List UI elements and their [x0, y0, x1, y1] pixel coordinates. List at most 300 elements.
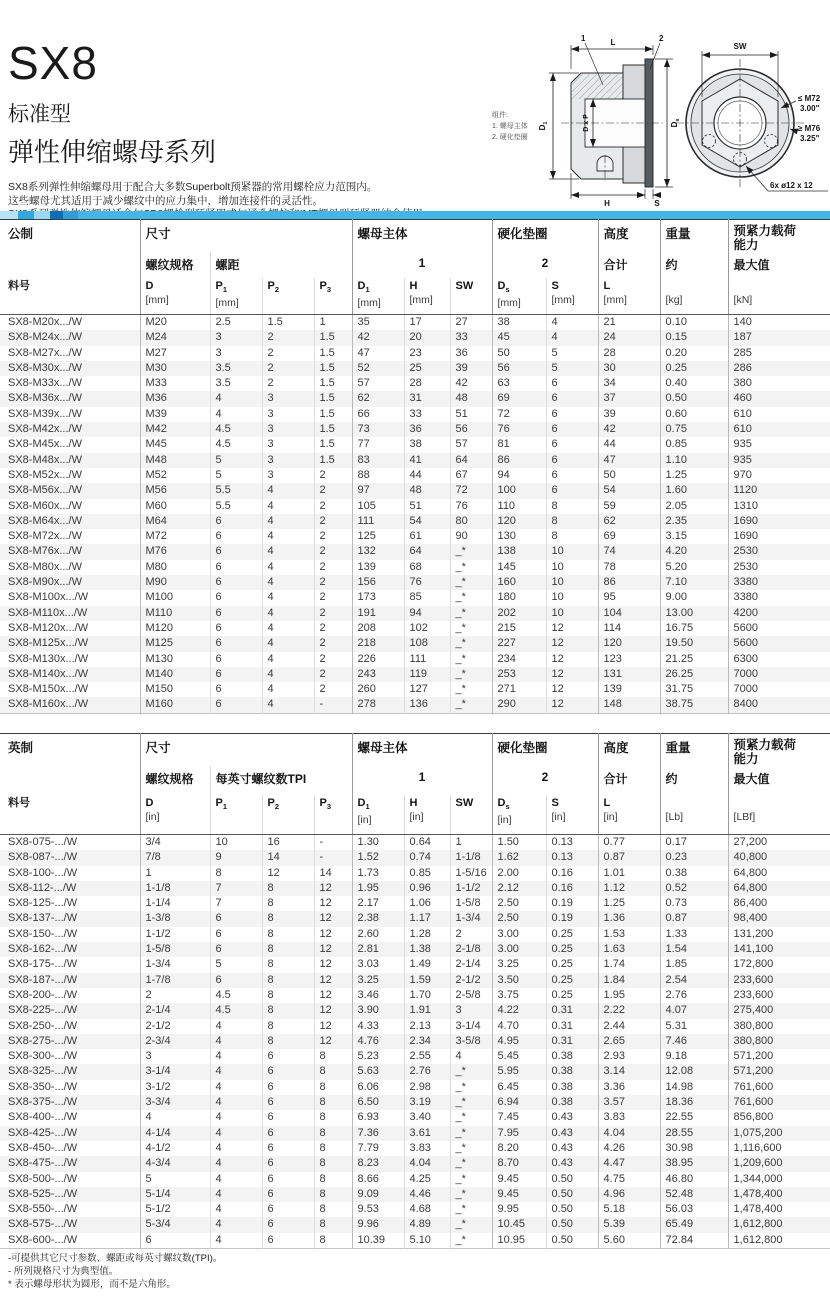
- value-cell: 9.09: [352, 1187, 404, 1202]
- value-cell: 278: [352, 697, 404, 713]
- value-cell: 28: [598, 346, 660, 361]
- value-cell: 57: [450, 437, 492, 452]
- value-cell: 5-1/4: [140, 1187, 210, 1202]
- value-cell: 2: [314, 621, 352, 636]
- part-number-cell: SX8-M56x.../W: [8, 484, 82, 497]
- value-cell: 2-5/8: [450, 988, 492, 1003]
- value-cell: 6: [262, 1080, 314, 1095]
- part-number-cell: SX8-M33x.../W: [8, 377, 82, 390]
- value-cell: 5.60: [598, 1233, 660, 1249]
- value-cell: 6: [546, 376, 598, 391]
- part-number-cell: SX8-M20x.../W: [8, 316, 82, 328]
- part-number-cell: SX8-M30x.../W: [8, 361, 82, 374]
- value-cell: 6: [210, 682, 262, 697]
- part-number-cell: SX8-M120x.../W: [8, 621, 89, 634]
- value-cell: 5: [210, 453, 262, 468]
- sub-body-num: 1: [352, 252, 492, 278]
- value-cell: M20: [140, 315, 210, 331]
- dim-H-label: H: [604, 199, 610, 208]
- value-cell: 14.98: [660, 1080, 728, 1095]
- footnote-line: * 表示螺母形状为圆形，而不是六角形。: [8, 1279, 176, 1290]
- part-number-cell: SX8-M90x.../W: [8, 576, 82, 589]
- value-cell: 3-1/4: [140, 1064, 210, 1079]
- value-cell: M150: [140, 682, 210, 697]
- value-cell: 6: [262, 1217, 314, 1232]
- table-row: [0, 560, 830, 575]
- part-number-cell: SX8-525-.../W: [8, 1187, 78, 1200]
- part-number-cell: SX8-350-.../W: [8, 1080, 78, 1093]
- value-cell: 4.68: [404, 1202, 450, 1217]
- value-cell: 10.39: [352, 1233, 404, 1249]
- value-cell: 226: [352, 652, 404, 667]
- value-cell: 20: [404, 330, 450, 345]
- value-cell: 2: [314, 636, 352, 651]
- value-cell: 131,200: [728, 927, 830, 942]
- value-cell: M48: [140, 453, 210, 468]
- column-header-row: [0, 278, 830, 315]
- value-cell: 12: [314, 1003, 352, 1018]
- value-cell: 253: [492, 667, 546, 682]
- value-cell: M45: [140, 437, 210, 452]
- value-cell: 51: [404, 499, 450, 514]
- part-number-cell: SX8-M64x.../W: [8, 514, 82, 527]
- table-title: 英制: [8, 741, 34, 755]
- value-cell: 3.75: [492, 988, 546, 1003]
- value-cell: 460: [728, 391, 830, 406]
- value-cell: 3.14: [598, 1064, 660, 1079]
- callout-1: 1: [581, 34, 586, 43]
- value-cell: 76: [450, 499, 492, 514]
- value-cell: M100: [140, 590, 210, 605]
- value-cell: 1,612,800: [728, 1233, 830, 1249]
- value-cell: 4: [210, 1126, 262, 1141]
- value-cell: 2: [262, 376, 314, 391]
- value-cell: 52: [352, 361, 404, 376]
- value-cell: 140: [728, 315, 830, 331]
- value-cell: 4: [262, 483, 314, 498]
- part-number-cell: SX8-137-.../W: [8, 912, 78, 925]
- table-row: [0, 407, 830, 422]
- value-cell: 1,612,800: [728, 1217, 830, 1232]
- value-cell: 4.5: [210, 988, 262, 1003]
- value-cell: 5: [546, 361, 598, 376]
- value-cell: 6: [546, 437, 598, 452]
- value-cell: 40,800: [728, 850, 830, 865]
- value-cell: 2.81: [352, 942, 404, 957]
- value-cell: 3.83: [598, 1110, 660, 1125]
- value-cell: 8: [546, 514, 598, 529]
- value-cell: 41: [404, 453, 450, 468]
- value-cell: -: [314, 850, 352, 865]
- group-nut-body: 螺母主体: [352, 734, 492, 767]
- value-cell: 111: [404, 652, 450, 667]
- value-cell: 935: [728, 437, 830, 452]
- table-row: [0, 1064, 830, 1079]
- table-row: [0, 1034, 830, 1049]
- value-cell: _*: [450, 1202, 492, 1217]
- value-cell: 30: [598, 361, 660, 376]
- value-cell: 2.55: [404, 1049, 450, 1064]
- value-cell: 1-3/8: [140, 911, 210, 926]
- sub-thread: 螺纹规格: [140, 252, 210, 278]
- value-cell: 8: [546, 529, 598, 544]
- value-cell: 0.19: [546, 896, 598, 911]
- value-cell: 1.60: [660, 483, 728, 498]
- value-cell: 111: [352, 514, 404, 529]
- value-cell: -: [314, 697, 352, 713]
- part-number-cell: SX8-M45x.../W: [8, 438, 82, 451]
- value-cell: 8400: [728, 697, 830, 713]
- value-cell: 139: [352, 560, 404, 575]
- value-cell: 1.52: [352, 850, 404, 865]
- accent-bar-segment: [0, 211, 18, 219]
- value-cell: -: [314, 835, 352, 851]
- value-cell: 46.80: [660, 1172, 728, 1187]
- value-cell: 18.36: [660, 1095, 728, 1110]
- group-header-row: [0, 220, 830, 253]
- value-cell: 86: [598, 575, 660, 590]
- value-cell: 12: [546, 636, 598, 651]
- value-cell: 62: [598, 514, 660, 529]
- value-cell: 34: [598, 376, 660, 391]
- value-cell: 6: [210, 636, 262, 651]
- sub-washer-num: 2: [492, 766, 598, 795]
- value-cell: 14: [314, 866, 352, 881]
- value-cell: 3.83: [404, 1141, 450, 1156]
- value-cell: 4: [262, 621, 314, 636]
- value-cell: 12: [546, 652, 598, 667]
- value-cell: 68: [404, 560, 450, 575]
- value-cell: _*: [450, 697, 492, 713]
- value-cell: 104: [598, 606, 660, 621]
- value-cell: 4: [262, 590, 314, 605]
- value-cell: 8: [314, 1156, 352, 1171]
- value-cell: 6: [210, 514, 262, 529]
- value-cell: 2.50: [492, 896, 546, 911]
- value-cell: 1-5/8: [140, 942, 210, 957]
- metric-table-body: [0, 315, 830, 714]
- value-cell: 4: [210, 1049, 262, 1064]
- value-cell: 2.13: [404, 1019, 450, 1034]
- front-view: [676, 42, 828, 191]
- part-number-cell: SX8-475-.../W: [8, 1157, 78, 1170]
- group-weight: 重量: [660, 734, 728, 767]
- value-cell: 7.10: [660, 575, 728, 590]
- value-cell: 6: [210, 590, 262, 605]
- value-cell: M110: [140, 606, 210, 621]
- value-cell: 65.49: [660, 1217, 728, 1232]
- value-cell: 47: [598, 453, 660, 468]
- value-cell: 4: [210, 407, 262, 422]
- value-cell: 6: [262, 1202, 314, 1217]
- value-cell: 6: [210, 560, 262, 575]
- value-cell: 38.75: [660, 697, 728, 713]
- value-cell: 5.23: [352, 1049, 404, 1064]
- value-cell: 81: [492, 437, 546, 452]
- value-cell: 8: [262, 896, 314, 911]
- sub-body-num: 1: [352, 766, 492, 795]
- value-cell: 6: [210, 544, 262, 559]
- value-cell: 3.25: [492, 957, 546, 972]
- group-nut-body: 螺母主体: [352, 220, 492, 253]
- value-cell: 2: [314, 529, 352, 544]
- value-cell: 380,800: [728, 1019, 830, 1034]
- accent-bar-segment: [50, 211, 63, 219]
- part-number-cell: SX8-M76x.../W: [8, 545, 82, 558]
- value-cell: _*: [450, 1095, 492, 1110]
- metric-table: [0, 219, 830, 714]
- table-row: [0, 453, 830, 468]
- table-row: [0, 529, 830, 544]
- value-cell: 1.50: [492, 835, 546, 851]
- part-number-cell: SX8-M110x.../W: [8, 606, 88, 619]
- value-cell: 3.5: [210, 376, 262, 391]
- value-cell: M42: [140, 422, 210, 437]
- value-cell: 4: [262, 529, 314, 544]
- value-cell: M36: [140, 391, 210, 406]
- value-cell: 1.63: [598, 942, 660, 957]
- value-cell: 1.5: [314, 330, 352, 345]
- value-cell: 6: [262, 1141, 314, 1156]
- value-cell: 3: [140, 1049, 210, 1064]
- part-number-cell: SX8-250-.../W: [8, 1019, 78, 1032]
- table-row: [0, 835, 830, 851]
- part-number-cell: SX8-M52x.../W: [8, 468, 82, 481]
- value-cell: 45: [492, 330, 546, 345]
- value-cell: 1.06: [404, 896, 450, 911]
- value-cell: 52.48: [660, 1187, 728, 1202]
- value-cell: 172,800: [728, 957, 830, 972]
- value-cell: 610: [728, 422, 830, 437]
- value-cell: 1.54: [660, 942, 728, 957]
- value-cell: 6: [210, 529, 262, 544]
- column-header: $P_1$ [mm]: [210, 278, 262, 315]
- value-cell: 119: [404, 667, 450, 682]
- value-cell: 4: [262, 499, 314, 514]
- value-cell: 3.15: [660, 529, 728, 544]
- value-cell: 1.25: [660, 468, 728, 483]
- value-cell: 761,600: [728, 1095, 830, 1110]
- value-cell: 0.25: [546, 973, 598, 988]
- value-cell: 0.10: [660, 315, 728, 331]
- value-cell: 1.70: [404, 988, 450, 1003]
- column-header: [LBf]: [728, 795, 830, 835]
- empty-cell: [0, 766, 140, 795]
- dim-S-label: S: [654, 199, 660, 208]
- value-cell: M125: [140, 636, 210, 651]
- value-cell: 8: [314, 1080, 352, 1095]
- value-cell: 42: [598, 422, 660, 437]
- value-cell: 6: [210, 973, 262, 988]
- column-header: [kg]: [660, 278, 728, 315]
- value-cell: 4: [262, 560, 314, 575]
- value-cell: 275,400: [728, 1003, 830, 1018]
- value-cell: 94: [404, 606, 450, 621]
- value-cell: 10: [546, 560, 598, 575]
- table-row: [0, 468, 830, 483]
- table-row: [0, 942, 830, 957]
- value-cell: 2-1/4: [450, 957, 492, 972]
- value-cell: 0.16: [546, 881, 598, 896]
- value-cell: 4.26: [598, 1141, 660, 1156]
- value-cell: 1.5: [314, 391, 352, 406]
- value-cell: 3.46: [352, 988, 404, 1003]
- value-cell: 290: [492, 697, 546, 713]
- value-cell: 8: [314, 1187, 352, 1202]
- table-row: [0, 315, 830, 331]
- value-cell: 4.75: [598, 1172, 660, 1187]
- value-cell: 4.5: [210, 422, 262, 437]
- value-cell: 3.25: [352, 973, 404, 988]
- value-cell: 4: [210, 1095, 262, 1110]
- value-cell: 970: [728, 468, 830, 483]
- value-cell: 54: [404, 514, 450, 529]
- value-cell: 2-3/4: [140, 1034, 210, 1049]
- part-number-cell: SX8-M130x.../W: [8, 652, 89, 665]
- value-cell: 21: [598, 315, 660, 331]
- value-cell: 6300: [728, 652, 830, 667]
- table-row: [0, 391, 830, 406]
- value-cell: 4-1/4: [140, 1126, 210, 1141]
- column-header: $D_1$ [mm]: [352, 278, 404, 315]
- value-cell: 2: [314, 468, 352, 483]
- value-cell: 1-1/4: [140, 896, 210, 911]
- value-cell: 64,800: [728, 881, 830, 896]
- value-cell: 66: [352, 407, 404, 422]
- value-cell: 0.13: [546, 835, 598, 851]
- value-cell: 2: [314, 499, 352, 514]
- value-cell: 44: [598, 437, 660, 452]
- value-cell: 1-1/2: [450, 881, 492, 896]
- table-row: [0, 376, 830, 391]
- value-cell: 76: [492, 422, 546, 437]
- value-cell: 8.23: [352, 1156, 404, 1171]
- value-cell: 120: [598, 636, 660, 651]
- legend-item-body: 1. 螺母主体: [492, 123, 528, 130]
- group-load: 预紧力载荷能力: [728, 734, 830, 767]
- value-cell: 62: [352, 391, 404, 406]
- part-number-cell: SX8-125-.../W: [8, 897, 78, 910]
- value-cell: 2530: [728, 560, 830, 575]
- value-cell: 44: [404, 468, 450, 483]
- value-cell: 4: [210, 1064, 262, 1079]
- part-number-cell: SX8-425-.../W: [8, 1126, 78, 1139]
- table-row: [0, 957, 830, 972]
- group-height: 高度: [598, 220, 660, 253]
- value-cell: 19.50: [660, 636, 728, 651]
- value-cell: 27: [450, 315, 492, 331]
- value-cell: 88: [352, 468, 404, 483]
- value-cell: 1-7/8: [140, 973, 210, 988]
- value-cell: 5.45: [492, 1049, 546, 1064]
- value-cell: M27: [140, 346, 210, 361]
- value-cell: 1.30: [352, 835, 404, 851]
- value-cell: 8: [314, 1095, 352, 1110]
- value-cell: 2: [262, 346, 314, 361]
- value-cell: 3.36: [598, 1080, 660, 1095]
- part-number-cell: SX8-M100x.../W: [8, 591, 89, 604]
- table-row: [0, 1019, 830, 1034]
- value-cell: 12: [314, 988, 352, 1003]
- part-number-cell: SX8-500-.../W: [8, 1172, 78, 1185]
- value-cell: 1.84: [598, 973, 660, 988]
- value-cell: 1.91: [404, 1003, 450, 1018]
- value-cell: 4: [262, 636, 314, 651]
- value-cell: 6: [546, 483, 598, 498]
- value-cell: 1.5: [314, 422, 352, 437]
- value-cell: 0.50: [546, 1187, 598, 1202]
- value-cell: 1690: [728, 514, 830, 529]
- value-cell: 0.85: [404, 866, 450, 881]
- value-cell: 5: [140, 1172, 210, 1187]
- value-cell: 1: [140, 866, 210, 881]
- value-cell: 0.38: [546, 1049, 598, 1064]
- value-cell: 3.00: [492, 942, 546, 957]
- table-row: [0, 973, 830, 988]
- value-cell: 7: [210, 881, 262, 896]
- value-cell: 64: [450, 453, 492, 468]
- value-cell: 2: [314, 590, 352, 605]
- description-line: SX8系列弹性伸缩螺母用于配合大多数Superbolt预紧器的常用螺栓应力范围内。: [8, 181, 378, 193]
- value-cell: 1: [450, 835, 492, 851]
- value-cell: 4: [262, 697, 314, 713]
- value-cell: 0.50: [546, 1172, 598, 1187]
- value-cell: 8: [262, 988, 314, 1003]
- value-cell: 0.74: [404, 850, 450, 865]
- value-cell: 31: [404, 391, 450, 406]
- value-cell: M64: [140, 514, 210, 529]
- value-cell: 4: [210, 1202, 262, 1217]
- value-cell: 1.28: [404, 927, 450, 942]
- value-cell: 5-3/4: [140, 1217, 210, 1232]
- value-cell: 4: [450, 1049, 492, 1064]
- subgroup-header-row: [0, 766, 830, 795]
- value-cell: 2: [314, 652, 352, 667]
- value-cell: 3.19: [404, 1095, 450, 1110]
- value-cell: 4: [210, 391, 262, 406]
- value-cell: 6: [262, 1172, 314, 1187]
- value-cell: 8: [314, 1064, 352, 1079]
- part-number-cell: SX8-M24x.../W: [8, 331, 82, 344]
- value-cell: 4-1/2: [140, 1141, 210, 1156]
- value-cell: 3380: [728, 590, 830, 605]
- value-cell: 6: [140, 1233, 210, 1249]
- value-cell: 28: [404, 376, 450, 391]
- value-cell: 1.59: [404, 973, 450, 988]
- part-number-cell: SX8-M39x.../W: [8, 407, 82, 420]
- value-cell: 77: [352, 437, 404, 452]
- value-cell: 8: [262, 881, 314, 896]
- value-cell: 202: [492, 606, 546, 621]
- value-cell: 16: [262, 835, 314, 851]
- column-header: L [in]: [598, 795, 660, 835]
- value-cell: 90: [450, 529, 492, 544]
- group-header-row: [0, 734, 830, 767]
- value-cell: 0.17: [660, 835, 728, 851]
- value-cell: 4.46: [404, 1187, 450, 1202]
- value-cell: 2.54: [660, 973, 728, 988]
- value-cell: 1.25: [598, 896, 660, 911]
- value-cell: 1-5/16: [450, 866, 492, 881]
- accent-bar-segment: [18, 211, 34, 219]
- table-row: [0, 575, 830, 590]
- value-cell: 12: [314, 881, 352, 896]
- value-cell: 1.95: [352, 881, 404, 896]
- part-number-cell: SX8-275-.../W: [8, 1034, 78, 1047]
- value-cell: 4.89: [404, 1217, 450, 1232]
- part-number-cell: SX8-087-.../W: [8, 851, 78, 864]
- value-cell: 5.10: [404, 1233, 450, 1249]
